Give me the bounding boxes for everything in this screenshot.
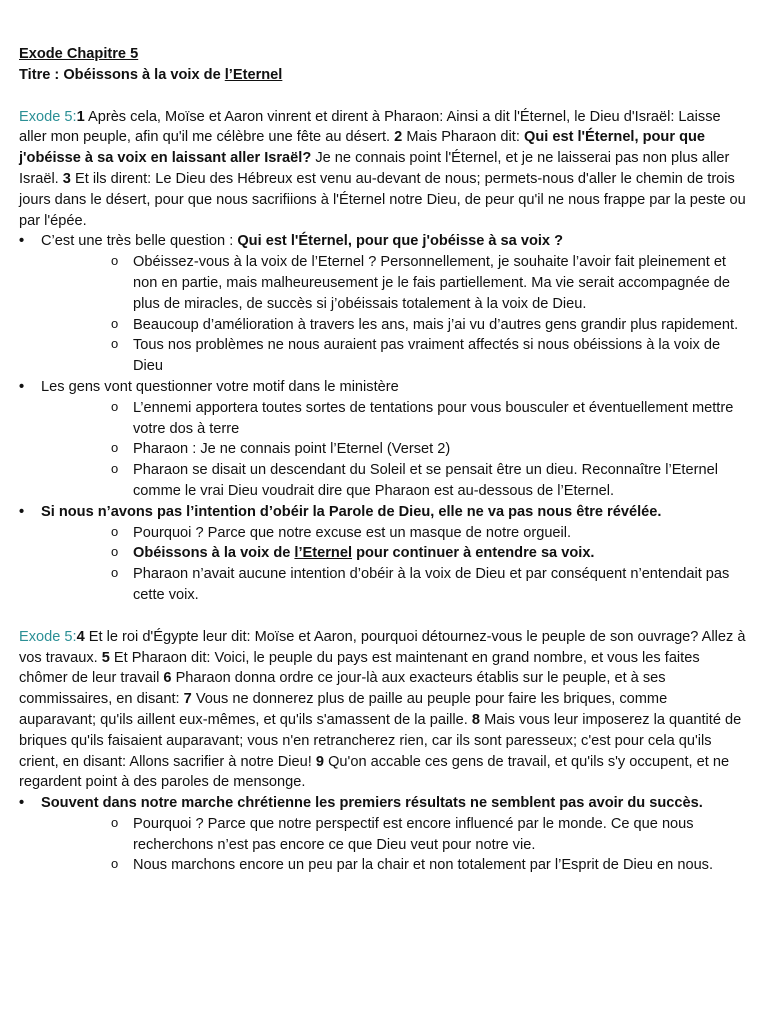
spacer	[19, 606, 748, 627]
verse-text: Et ils dirent: Le Dieu des Hébreux est venu au-devant de nous; permets-nous d'aller le chemin de trois jours dans le désert, pour que nous sacrifiions à l'Éternel notre Dieu, de peur qu'il ne nous frappe par la peste ou par l'épée.	[19, 170, 746, 229]
bullet-item	[19, 231, 748, 377]
spacer	[19, 86, 748, 107]
verse-number: 7	[183, 691, 192, 708]
sub-item: o Pourquoi ? Parce que notre perspectif est encore influencé par le monde. Ce que nous recherchons n’est pas encore ce que Dieu veut pour notre vie.	[41, 814, 748, 856]
scripture-ref: Exode 5:	[19, 108, 77, 125]
verse-number: 3	[62, 170, 71, 187]
sub-item: o Obéissez-vous à la voix de l’Eternel ? Personnellement, je souhaite l’avoir fait pleinement et non en partie, mais malheureusement je le fais partiellement. Ma vie serait accompagnée de plus de miracles, de succès si j’obéissais totalement à la voix de Dieu.	[41, 252, 748, 314]
verse-text: Mais Pharaon dit:	[402, 129, 524, 146]
verse-number: 2	[394, 129, 403, 146]
bullet-item	[19, 377, 748, 502]
title-lord: l’Eternel	[224, 66, 283, 83]
verse-text: Et Pharaon dit: Voici, le peuple du pays est maintenant en grand nombre, et vous les faites chômer de leur travail	[19, 649, 700, 687]
sub-item: o Pourquoi ? Parce que notre excuse est un masque de notre orgueil.	[41, 523, 748, 544]
verse-text: Je ne connais point l'Éternel, et je ne laisserai pas non plus aller Israël.	[19, 150, 730, 187]
bullet-item	[19, 502, 748, 606]
verse-text: Après cela, Moïse et Aaron vinrent et dirent à Pharaon: Ainsi a dit l'Éternel, le Dieu d'Israël: Laisse aller mon peuple, afin qu'il me célèbre une fête au désert.	[19, 108, 721, 146]
bullet-item	[19, 793, 748, 876]
verse-text: Qu'on accable ces gens de travail, et qu'ils s'y occupent, et ne regardent point à des paroles de mensonge.	[19, 753, 730, 791]
verse-number: 9	[315, 753, 325, 770]
notes-list-1	[19, 231, 748, 605]
sub-item	[41, 543, 748, 564]
verse-text: Vous ne donnerez plus de paille au peuple pour faire les briques, comme auparavant; qu'ils aillent eux-mêmes, et qu'ils s'amassent de la paille.	[19, 691, 668, 728]
title-prefix: Titre : Obéissons à la voix de	[19, 66, 225, 83]
verse-text: Et le roi d'Égypte leur dit: Moïse et Aaron, pourquoi détournez-vous le peuple de son ouvrage? Allez à vos travaux.	[19, 628, 746, 666]
scripture-ref: Exode 5:	[19, 628, 77, 645]
sub-item: o Pharaon : Je ne connais point l’Eternel (Verset 2)	[41, 439, 748, 460]
sub-list	[41, 252, 748, 377]
sub-list	[41, 398, 748, 502]
scripture-passage-2	[19, 627, 748, 793]
verse-number: 8	[471, 711, 481, 728]
sub-item: o Beaucoup d’amélioration à travers les ans, mais j’ai vu d’autres gens grandir plus rapidement.	[41, 315, 748, 336]
sub-item: o Pharaon n’avait aucune intention d’obéir à la voix de Dieu et par conséquent n’entendait pas cette voix.	[41, 564, 748, 606]
sub-item: o Tous nos problèmes ne nous auraient pas vraiment affectés si nous obéissions à la voix de Dieu	[41, 335, 748, 377]
sub-list	[41, 814, 748, 876]
sub-emphasis-lord: l’Eternel	[294, 545, 353, 562]
verse-number: 5	[101, 649, 110, 666]
verse-text: Mais vous leur imposerez la quantité de briques qu'ils faisaient auparavant; vous n'en retrancherez rien, car ils sont paresseux; c'est pour cela qu'ils crient, en disant: Allons sacrifier à notre Dieu!	[19, 711, 742, 770]
verse-text: Pharaon donna ordre ce jour-là aux exacteurs établis sur le peuple, et à ses commissaires, en disant:	[19, 670, 666, 708]
sub-emphasis: pour continuer à entendre sa voix.	[352, 545, 595, 562]
sub-list	[41, 523, 748, 606]
bullet-emphasis: Si nous n’avons pas l’intention d’obéir la Parole de Dieu, elle ne va pas nous être révélée.	[41, 503, 662, 520]
sub-emphasis: Obéissons à la voix de	[133, 545, 295, 562]
document-title	[19, 65, 748, 86]
sub-item: o L’ennemi apportera toutes sortes de tentations pour vous bousculer et éventuellement mettre votre dos à terre	[41, 398, 748, 440]
sub-item: o Pharaon se disait un descendant du Soleil et se pensait être un dieu. Reconnaître l’Eternel comme le vrai Dieu voudrait dire que Pharaon est au-dessous de l’Eternel.	[41, 460, 748, 502]
verse-emphasis: Qui est l'Éternel, pour que j'obéisse à sa voix en laissant aller Israël?	[19, 129, 706, 167]
verse-number: 6	[163, 670, 172, 687]
notes-list-2	[19, 793, 748, 876]
bullet-emphasis: Souvent dans notre marche chrétienne les premiers résultats ne semblent pas avoir du succès.	[41, 795, 703, 812]
chapter-heading: Exode Chapitre 5	[19, 46, 139, 62]
sub-item: o Nous marchons encore un peu par la chair et non totalement par l’Esprit de Dieu en nous.	[41, 855, 748, 876]
verse-number: 1	[76, 108, 85, 125]
bullet-text: C’est une très belle question :	[41, 233, 238, 250]
verse-number: 4	[76, 628, 85, 645]
bullet-emphasis: Qui est l'Éternel, pour que j'obéisse à sa voix ?	[237, 233, 563, 250]
bullet-text: Les gens vont questionner votre motif dans le ministère	[41, 378, 399, 395]
scripture-passage-1	[19, 107, 748, 232]
